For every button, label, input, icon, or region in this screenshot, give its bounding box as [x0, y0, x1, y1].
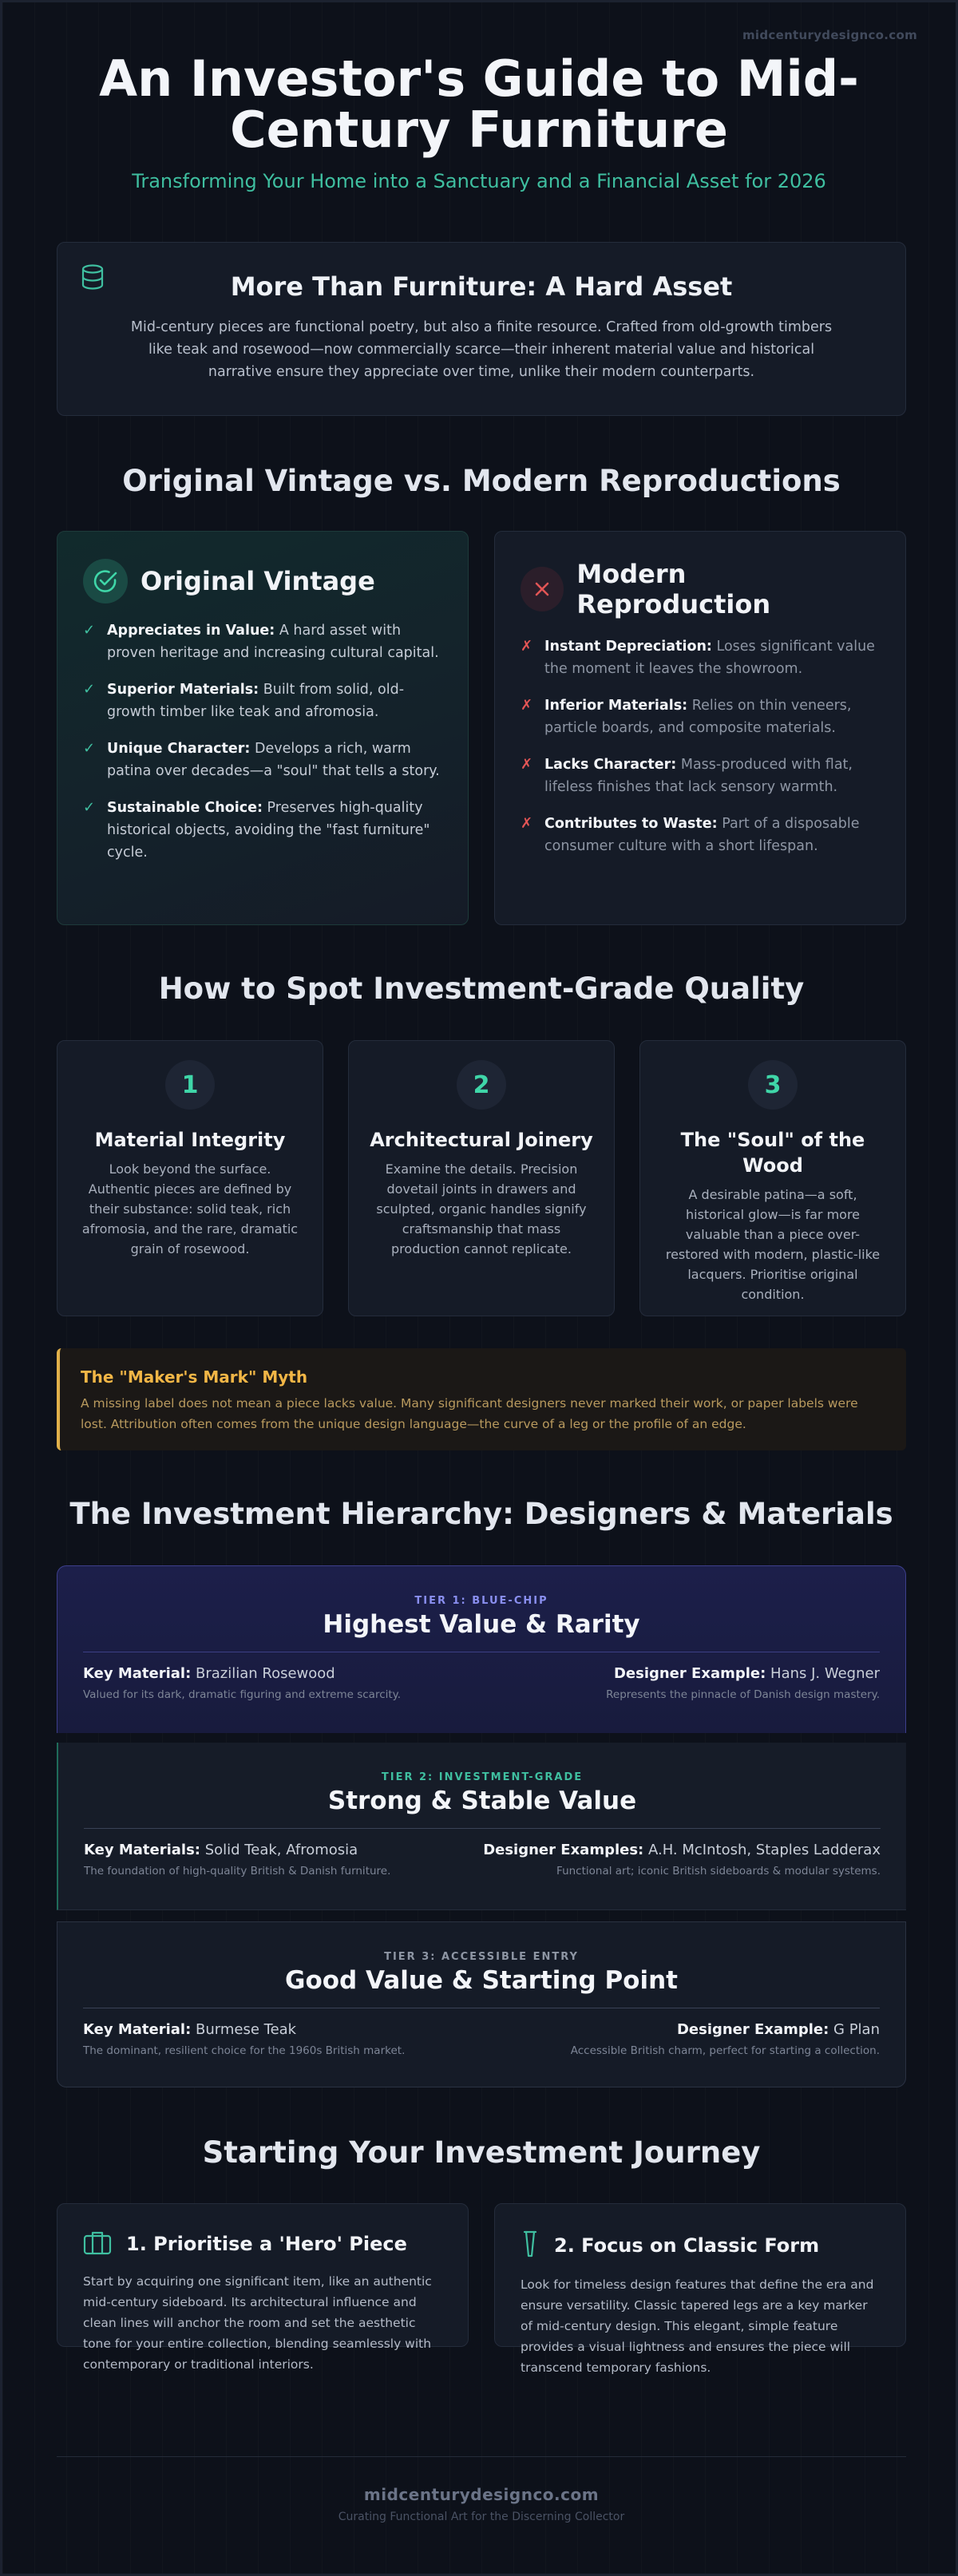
list-item: ✗ Lacks Character: Mass-produced with flat, lifeless finishes that lack sensory warmth.: [521, 754, 880, 798]
divider: [84, 1828, 881, 1829]
vintage-list: [83, 619, 442, 864]
quality-section-title: How to Spot Investment-Grade Quality: [158, 971, 805, 1006]
quality-text: A desirable patina—a soft, historical glow—is far more valuable than a piece over-restored with modern, plastic-like lacquers. Prioritise original condition.: [665, 1187, 881, 1302]
journey-text: Start by acquiring one significant item, like an authentic mid-century sideboard. Its architectural influence and clean lines will anchor the room and set the aesthetic tone for your entire collection, blending seamlessly with contemporary or traditional interiors.: [83, 2274, 432, 2372]
x-icon: [521, 567, 564, 611]
tier-title: Good Value & Starting Point: [285, 1966, 678, 1995]
quality-title: Material Integrity: [94, 1129, 286, 1151]
step-number: 2: [457, 1060, 506, 1110]
check-icon: ✓: [83, 740, 96, 757]
tier-label: TIER 2: INVESTMENT-GRADE: [381, 1771, 584, 1783]
check-icon: ✓: [83, 799, 96, 816]
site-url-top[interactable]: midcenturydesignco.com: [742, 28, 917, 42]
step-number: 1: [165, 1060, 215, 1110]
footer: [2, 2485, 958, 2523]
tier-designer: Designer Example: Hans J. Wegner Represents the pinnacle of Danish design mastery.: [606, 1665, 880, 1701]
tier-title: Strong & Stable Value: [327, 1787, 637, 1815]
myth-text: A missing label does not mean a piece lacks value. Many significant designers never marked their work, or paper labels were lost. Attribution often comes from the unique design language—the curve of a leg or the profile of an edge.: [81, 1396, 858, 1431]
list-item: ✓ Appreciates in Value: A hard asset with proven heritage and increasing cultural capital.: [83, 619, 442, 664]
hierarchy-section-title: The Investment Hierarchy: Designers & Materials: [69, 1497, 893, 1531]
journey-card-2: [494, 2203, 906, 2375]
check-icon: ✓: [83, 622, 96, 639]
tier-2-card: [57, 1743, 906, 1910]
list-item: ✗ Instant Depreciation: Loses significant value the moment it leaves the showroom.: [521, 635, 880, 680]
quality-card-2: [348, 1040, 615, 1316]
footer-site-link[interactable]: midcenturydesignco.com: [363, 2485, 600, 2504]
quality-text: Look beyond the surface. Authentic pieces are defined by their substance: solid teak, rich afromosia, and the rare, dramatic grain of rosewood.: [81, 1161, 299, 1256]
tier-1-card: [57, 1565, 906, 1733]
tier-3-card: [57, 1921, 906, 2087]
footer-divider: [57, 2456, 906, 2457]
quality-title: Architectural Joinery: [370, 1129, 593, 1151]
intro-heading: More Than Furniture: A Hard Asset: [230, 271, 733, 302]
cross-icon: ✗: [521, 697, 533, 714]
quality-text: Examine the details. Precision dovetail joints in drawers and sculpted, organic handles signify craftsmanship that mass production cannot replicate.: [376, 1161, 587, 1256]
tapered-leg-icon: [521, 2230, 540, 2261]
list-item: ✓ Unique Character: Develops a rich, warm patina over decades—a "soul" that tells a story.: [83, 738, 442, 782]
vintage-card: [57, 531, 469, 925]
step-number: 3: [748, 1060, 798, 1110]
tier-title: Highest Value & Rarity: [323, 1610, 640, 1639]
footer-tagline: Curating Functional Art for the Discerning Collector: [338, 2511, 625, 2523]
tier-label: TIER 3: ACCESSIBLE ENTRY: [384, 1951, 579, 1963]
journey-section-title: Starting Your Investment Journey: [202, 2135, 761, 2170]
reproduction-list: [521, 635, 880, 857]
check-icon: ✓: [83, 681, 96, 698]
list-item: ✗ Contributes to Waste: Part of a disposable consumer culture with a short lifespan.: [521, 813, 880, 857]
journey-text: Look for timeless design features that define the era and ensure versatility. Classic tapered legs are a key marker of mid-century design. This elegant, simple feature provides a visual lightness and ensures the piece will transcend temporary fashions.: [521, 2277, 874, 2375]
check-circle-icon: [83, 559, 128, 603]
briefcase-icon: [83, 2230, 112, 2258]
quality-title: The "Soul" of the Wood: [680, 1129, 865, 1177]
tier-material: Key Materials: Solid Teak, Afromosia The foundation of high-quality British & Danish furniture.: [84, 1842, 391, 1878]
journey-card-1: [57, 2203, 469, 2372]
vintage-title: Original Vintage: [141, 566, 375, 596]
reproduction-card: [494, 531, 906, 925]
myth-title: The "Maker's Mark" Myth: [81, 1367, 308, 1387]
list-item: ✓ Sustainable Choice: Preserves high-quality historical objects, avoiding the "fast furniture" cycle.: [83, 797, 442, 864]
comparison-section-title: Original Vintage vs. Modern Reproductions: [122, 464, 841, 498]
cross-icon: ✗: [521, 815, 533, 832]
tier-designer: Designer Example: G Plan Accessible British charm, perfect for starting a collection.: [570, 2021, 880, 2057]
intro-card: [57, 242, 906, 416]
tier-material: Key Material: Brazilian Rosewood Valued for its dark, dramatic figuring and extreme scarcity.: [83, 1665, 402, 1701]
tier-label: TIER 1: BLUE-CHIP: [414, 1595, 548, 1607]
list-item: ✓ Superior Materials: Built from solid, old-growth timber like teak and afromosia.: [83, 679, 442, 723]
page-title: An Investor's Guide to Mid-Century Furniture: [99, 49, 859, 159]
journey-title: 2. Focus on Classic Form: [554, 2234, 820, 2257]
list-item: ✗ Inferior Materials: Relies on thin veneers, particle boards, and composite materials.: [521, 694, 880, 739]
journey-title: 1. Prioritise a 'Hero' Piece: [126, 2233, 407, 2255]
reproduction-title: Modern Reproduction: [576, 559, 771, 619]
cross-icon: ✗: [521, 756, 533, 773]
tier-material: Key Material: Burmese Teak The dominant, resilient choice for the 1960s British market.: [83, 2021, 406, 2057]
tier-designer: Designer Examples: A.H. McIntosh, Staples Ladderax Functional art; iconic British sideboards & modular systems.: [483, 1842, 881, 1878]
cross-icon: ✗: [521, 638, 533, 655]
quality-card-3: [639, 1040, 906, 1316]
quality-card-1: [57, 1040, 323, 1316]
intro-body: Mid-century pieces are functional poetry, but also a finite resource. Crafted from old-growth timbers like teak and rosewood—now commercially scarce—their inherent material value and historical narrative ensure they appreciate over time, unlike their modern counterparts.: [130, 319, 833, 380]
database-icon: [80, 263, 105, 295]
myth-callout: [57, 1348, 906, 1450]
page-subtitle: Transforming Your Home into a Sanctuary and a Financial Asset for 2026: [132, 170, 826, 192]
